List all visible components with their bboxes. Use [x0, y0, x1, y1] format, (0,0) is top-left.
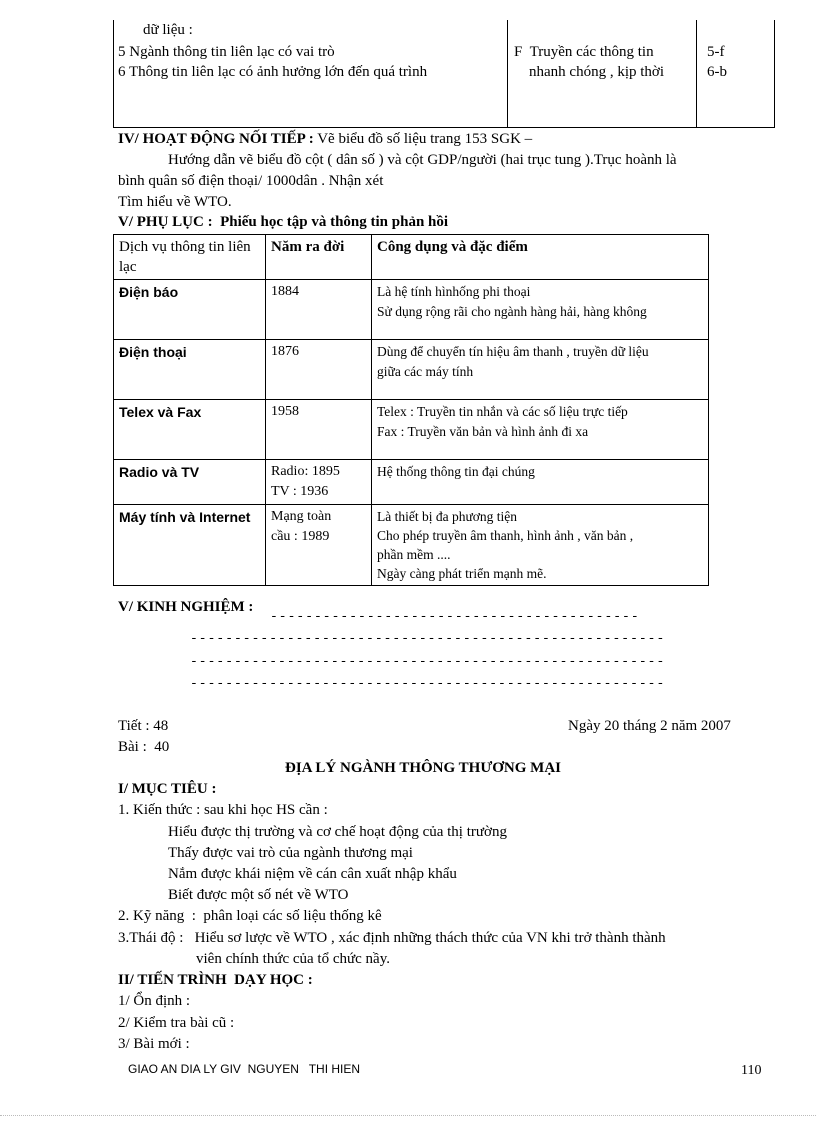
section-iv-line: bình quân số điện thoại/ 1000dân . Nhận xét: [118, 173, 384, 189]
kien-thuc-item: Nắm được khái niệm về cán cân xuất nhập khẩu: [168, 866, 457, 882]
service-cell: Điện thoại: [114, 340, 266, 400]
year-cell: [266, 280, 372, 340]
desc-line: Dùng để chuyển tín hiệu âm thanh , truyền dữ liệu: [377, 344, 649, 359]
desc-cell: [372, 280, 709, 340]
desc-line: Ngày càng phát triển mạnh mẽ.: [377, 566, 547, 581]
header-cell: Dịch vụ thông tin liên lạc: [114, 235, 266, 280]
desc-line: phần mềm ....: [377, 547, 451, 562]
table-divider: [507, 20, 508, 127]
section-iv-line: Tìm hiểu về WTO.: [118, 194, 232, 210]
desc-cell: [372, 460, 709, 505]
year-cell: [266, 505, 372, 586]
service-cell: Điện báo: [114, 280, 266, 340]
top-table-text: nhanh chóng , kịp thời: [514, 64, 664, 80]
year-line: Radio: 1895: [271, 464, 340, 479]
kien-thuc-item: Biết được một số nét về WTO: [168, 887, 349, 903]
thai-do: 3.Thái độ : Hiểu sơ lược về WTO , xác định những thách thức của VN khi trở thành thành: [118, 930, 666, 946]
lesson-date: Ngày 20 tháng 2 năm 2007: [568, 718, 731, 734]
desc-line: Là hệ tính hìnhống phi thoại: [377, 284, 531, 299]
section-iv-heading-rest: Vẽ biểu đồ số liệu trang 153 SGK –: [313, 131, 533, 147]
footer-author: GIAO AN DIA LY GIV NGUYEN THI HIEN: [128, 1062, 361, 1076]
desc-line: Cho phép truyền âm thanh, hình ảnh , văn bản ,: [377, 528, 634, 543]
lesson-title: ĐỊA LÝ NGÀNH THÔNG THƯƠNG MẠI: [285, 760, 561, 776]
section-v-heading: V/ PHỤ LỤC : Phiếu học tập và thông tin phản hồi: [118, 214, 449, 230]
table-row: [114, 340, 709, 400]
table-row: [114, 280, 709, 340]
step-item: 3/ Bài mới :: [118, 1036, 190, 1052]
year-line: Mạng toàn: [271, 509, 332, 524]
year-line: TV : 1936: [271, 484, 329, 499]
section-iv: [118, 131, 532, 148]
year-line: cầu : 1989: [271, 529, 330, 544]
table-header-row: [114, 235, 709, 280]
lesson-tiet: Tiết : 48: [118, 718, 169, 734]
top-table-text: dữ liệu :: [143, 22, 193, 38]
section-iv-heading: IV/ HOẠT ĐỘNG NỐI TIẾP :: [118, 131, 314, 147]
desc-cell: [372, 400, 709, 460]
dash-line: ------------------------------------------------------: [190, 631, 666, 646]
experience-heading: V/ KINH NGHIỆM :: [118, 599, 254, 615]
year-cell: [266, 460, 372, 505]
lesson-bai: Bài : 40: [118, 739, 170, 755]
top-table-text: 6-b: [707, 64, 727, 80]
tien-trinh-heading: II/ TIẾN TRÌNH DẠY HỌC :: [118, 972, 313, 988]
section-iv-line: Hướng dẫn vẽ biểu đồ cột ( dân số ) và cột GDP/người (hai trục tung ).Trục hoành là: [168, 152, 677, 168]
page-number: 110: [741, 1063, 762, 1078]
step-item: 1/ Ổn định :: [118, 993, 191, 1009]
dash-line: ------------------------------------------: [270, 609, 640, 624]
year-line: 1958: [271, 404, 299, 419]
kien-thuc-item: Hiểu được thị trường và cơ chế hoạt động của thị trường: [168, 824, 507, 840]
table-row: [114, 460, 709, 505]
desc-line: Fax : Truyền văn bản và hình ảnh đi xa: [377, 424, 589, 439]
desc-line: Telex : Truyền tin nhắn và các số liệu trực tiếp: [377, 404, 628, 419]
table-divider: [696, 20, 697, 127]
service-cell: Máy tính và Internet: [114, 505, 266, 586]
header-cell: Công dụng và đặc điểm: [372, 235, 709, 280]
header-cell: Năm ra đời: [266, 235, 372, 280]
year-line: 1876: [271, 344, 299, 359]
desc-line: Hệ thống thông tin đại chúng: [377, 464, 535, 479]
dash-line: ------------------------------------------------------: [190, 676, 666, 691]
service-cell: Telex và Fax: [114, 400, 266, 460]
desc-line: Là thiết bị đa phương tiện: [377, 509, 518, 524]
top-table-text: 5-f: [707, 44, 725, 60]
kien-thuc: 1. Kiến thức : sau khi học HS cần :: [118, 802, 328, 818]
service-cell: Radio và TV: [114, 460, 266, 505]
top-table-text: 6 Thông tin liên lạc có ảnh hưởng lớn đến quá trình: [118, 64, 428, 80]
desc-line: giữa các máy tính: [377, 364, 474, 379]
table-row: [114, 505, 709, 586]
ky-nang: 2. Kỹ năng : phân loại các số liệu thống kê: [118, 908, 382, 924]
desc-line: Sử dụng rộng rãi cho ngành hàng hải, hàng không: [377, 304, 647, 319]
muc-tieu-heading: I/ MỤC TIÊU :: [118, 781, 217, 797]
top-table-text: F Truyền các thông tin: [514, 44, 654, 60]
step-item: 2/ Kiểm tra bài cũ :: [118, 1015, 235, 1031]
year-cell: [266, 400, 372, 460]
desc-cell: [372, 340, 709, 400]
year-cell: [266, 340, 372, 400]
desc-cell: [372, 505, 709, 586]
table-row: [114, 400, 709, 460]
thai-do-cont: viên chính thức của tổ chức nầy.: [196, 951, 390, 967]
page-bottom-divider: [0, 1115, 816, 1116]
year-line: 1884: [271, 284, 299, 299]
dash-line: ------------------------------------------------------: [190, 654, 666, 669]
top-table-text: 5 Ngành thông tin liên lạc có vai trò: [118, 44, 335, 60]
kien-thuc-item: Thấy được vai trò của ngành thương mại: [168, 845, 413, 861]
appendix-table: [113, 234, 709, 586]
